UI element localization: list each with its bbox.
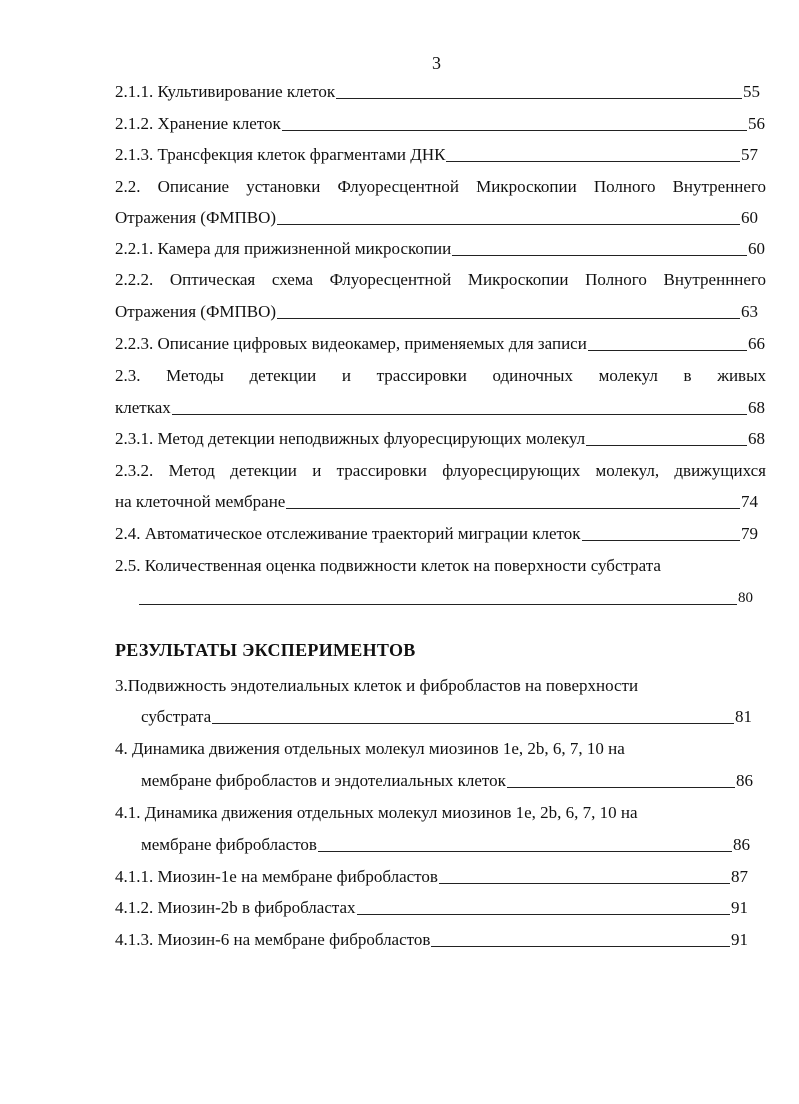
toc-entry-title: субстрата [141, 707, 212, 726]
toc-entry [115, 113, 765, 135]
toc-entry-title: 3.Подвижность эндотелиальных клеток и фибробластов на поверхности [115, 676, 639, 695]
toc-entry-page: 74 [741, 492, 758, 511]
toc-entry-title: 4.1. Динамика движения отдельных молекул миозинов 1е, 2b, 6, 7, 10 на [115, 803, 638, 822]
toc-leader [277, 317, 740, 319]
toc-leader [446, 160, 740, 162]
toc-entry-title: 4.1.3. Миозин-6 на мембране фибробластов [115, 930, 431, 949]
toc-entry-title: 2.5. Количественная оценка подвижности клеток на поверхности субстрата [115, 556, 661, 575]
toc-leader [586, 444, 747, 446]
toc-entry-title: 4.1.1. Миозин-1е на мембране фибробластов [115, 867, 438, 886]
toc-entry-page: 80 [738, 590, 753, 606]
toc-leader [318, 850, 732, 852]
toc-entry-page: 68 [748, 429, 765, 448]
toc-entry-title: на клеточной мембране [115, 492, 286, 511]
toc-leader [582, 539, 741, 541]
toc-leader [431, 945, 730, 947]
toc-entry-line1: 2.3.2. Метод детекции и трассировки флуоресцирующих молекул, движущихся [115, 461, 766, 480]
toc-entry-page: 86 [736, 771, 753, 790]
toc-entry-page: 68 [748, 398, 765, 417]
toc-entry-page: 66 [748, 334, 765, 353]
toc-entry-page: 91 [731, 930, 748, 949]
toc-entry-page: 60 [748, 239, 765, 258]
toc-entry-title: 2.3.1. Метод детекции неподвижных флуоресцирующих молекул [115, 429, 586, 448]
toc-entry-title: 2.2.3. Описание цифровых видеокамер, применяемых для записи [115, 334, 587, 353]
section-heading: РЕЗУЛЬТАТЫ ЭКСПЕРИМЕНТОВ [115, 640, 416, 660]
toc-entry-line1: 2.3. Методы детекции и трассировки одиночных молекул в живых [115, 366, 766, 385]
toc-entry [115, 144, 758, 166]
toc-entry [141, 770, 753, 792]
toc-entry-line1: 2.2.2. Оптическая схема Флуоресцентной Микроскопии Полного Внутренннего [115, 270, 766, 289]
toc-entry-title: 2.2.1. Камера для прижизненной микроскопии [115, 239, 452, 258]
toc-entry-title: клетках [115, 398, 171, 417]
toc-entry-page: 86 [733, 835, 750, 854]
toc-leader [452, 254, 747, 256]
toc-entry-line1 [115, 675, 755, 697]
toc-entry-line1 [115, 802, 755, 824]
toc-entry [115, 238, 765, 260]
toc-entry [115, 929, 748, 951]
toc-entry-line1 [115, 738, 755, 760]
toc-entry-title: Отражения (ФМПВО) [115, 208, 277, 227]
toc-entry [138, 587, 753, 609]
toc-leader [277, 223, 740, 225]
toc-entry [115, 491, 758, 513]
toc-entry-page: 81 [735, 707, 752, 726]
toc-entry-page: 87 [731, 867, 748, 886]
toc-entry-title: Отражения (ФМПВО) [115, 302, 277, 321]
toc-leader [282, 129, 747, 131]
toc-entry-page: 55 [743, 82, 760, 101]
toc-entry [115, 866, 748, 888]
toc-entry-title: 2.1.1. Культивирование клеток [115, 82, 336, 101]
toc-entry [141, 834, 750, 856]
toc-entry [115, 428, 765, 450]
toc-entry-line1 [115, 555, 755, 577]
toc-entry-title: 4.1.2. Миозин-2b в фибробластах [115, 898, 356, 917]
toc-entry-page: 63 [741, 302, 758, 321]
toc-entry [115, 397, 765, 419]
toc-entry [115, 523, 758, 545]
toc-leader [286, 507, 740, 509]
toc-entry-line1: 2.2. Описание установки Флуоресцентной Микроскопии Полного Внутреннего [115, 177, 766, 196]
toc-leader [507, 786, 735, 788]
toc-entry-title: мембране фибробластов [141, 835, 317, 854]
toc-entry [115, 301, 758, 323]
toc-entry [115, 207, 758, 229]
toc-entry [115, 333, 765, 355]
toc-entry-page: 91 [731, 898, 748, 917]
toc-entry [115, 897, 748, 919]
toc-leader [439, 882, 730, 884]
toc-leader [172, 413, 747, 415]
toc-entry [141, 706, 752, 728]
toc-entry-title: 2.4. Автоматическое отслеживание траекторий миграции клеток [115, 524, 581, 543]
toc-entry [115, 81, 760, 103]
toc-entry-title: 4. Динамика движения отдельных молекул миозинов 1е, 2b, 6, 7, 10 на [115, 739, 625, 758]
toc-leader [139, 603, 737, 605]
toc-entry-page: 56 [748, 114, 765, 133]
toc-entry-page: 57 [741, 145, 758, 164]
toc-entry-title: 2.1.3. Трансфекция клеток фрагментами ДНК [115, 145, 446, 164]
toc-leader [588, 349, 747, 351]
toc-leader [357, 913, 730, 915]
toc-entry-page: 79 [741, 524, 758, 543]
toc-leader [212, 722, 734, 724]
toc-entry-page: 60 [741, 208, 758, 227]
page-number: 3 [432, 53, 441, 73]
toc-entry-title: 2.1.2. Хранение клеток [115, 114, 281, 133]
toc-entry-title: мембране фибробластов и эндотелиальных клеток [141, 771, 506, 790]
toc-leader [336, 97, 742, 99]
